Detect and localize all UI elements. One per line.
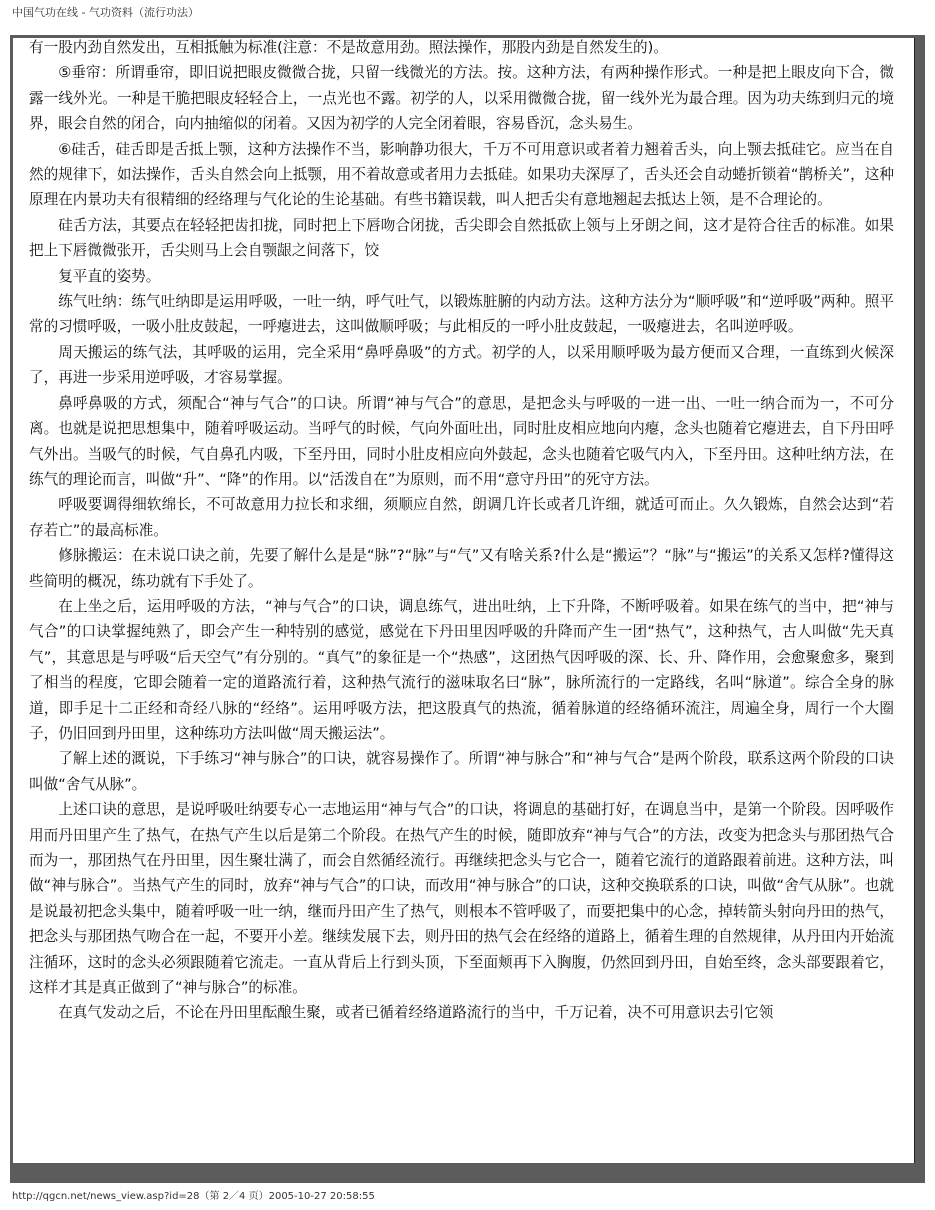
paragraph: 有一股内劲自然发出，互相抵触为标准(注意：不是故意用劲。照法操作，那股内劲是自然发生的)。: [29, 39, 668, 56]
paragraph: 硅舌方法，其要点在轻轻把齿扣拢，同时把上下唇吻合闭拢，舌尖即会自然抵砍上领与上牙朗之间，这才是符合往舌的标准。如果把上下唇微微张开，舌尖则马上会自颚龈之间落下，饺: [29, 216, 894, 260]
paragraph: 在真气发动之后，不论在丹田里酝酿生聚，或者已循着经络道路流行的当中，千万记着，决不可用意识去引它领: [58, 1004, 774, 1022]
page-footer-url: http://qgcn.net/news_view.asp?id=28（第 2／4 页）2005-10-27 20:58:55: [12, 1191, 375, 1202]
document-body: [13, 38, 914, 1026]
paragraph: 在上坐之后，运用呼吸的方法，“神与气合”的口诀，调息练气，进出吐纳，上下升降，不断呼吸着。如果在练气的当中，把“神与气合”的口诀掌握纯熟了，即会产生一种特别的感觉，感觉在下丹田里因呼吸的升降而产生一团“热气”，这种热气，古人叫做“先天真气”，其意思是与呼吸“后天空气”有分别的。“真气”的象征是一个“热感”，这团热气因呼吸的深、长、升、降作用，会愈聚愈多，聚到了相当的程度，它即会随着一定的道路流行着，这种热气流行的滋味取名曰“脉”，脉所流行的一定路线，名叫“脉道”。综合全身的脉道，即手足十二正经和奇经八脉的“经络”。运用呼吸方法，把这股真气的热流，循着脉道的经络循环流注，周遍全身，周行一个大圈子，仍旧回到丹田里，这种练功方法叫做“周天搬运法”。: [29, 597, 894, 742]
page-header-title: 中国气功在线 - 气功资料（流行功法）: [12, 6, 199, 19]
paragraph: 周天搬运的练气法，其呼吸的运用，完全采用“鼻呼鼻吸”的方式。初学的人，以采用顺呼吸为最方便而又合理，一直练到火候深了，再进一步采用逆呼吸，才容易掌握。: [29, 343, 894, 387]
paragraph: ⑤垂帘：所谓垂帘，即旧说把眼皮微微合拢，只留一线微光的方法。按。这种方法，有两种操作形式。一种是把上眼皮向下合，微露一线外光。一种是干脆把眼皮轻轻合上，一点光也不露。初学的人，以采用微微合拢，留一线外光为最合理。因为功夫练到归元的境界，眼会自然的闭合，向内抽缩似的闭着。又因为初学的人完全闭着眼，容易昏沉，念头易生。: [29, 64, 894, 133]
document-frame: [10, 35, 925, 1183]
paragraph: 复平直的姿势。: [58, 267, 161, 285]
paragraph: 练气吐纳：练气吐纳即是运用呼吸，一吐一纳，呼气吐气，以锻炼脏腑的内动方法。这种方法分为“顺呼吸”和“逆呼吸”两种。照平常的习惯呼吸，一吸小肚皮鼓起，一呼瘪进去，这叫做顺呼吸；与此相反的一呼小肚皮鼓起，一吸瘪进去，名叫逆呼吸。: [29, 293, 894, 336]
paragraph: 鼻呼鼻吸的方式，须配合“神与气合”的口诀。所谓“神与气合”的意思，是把念头与呼吸的一进一出、一吐一纳合而为一，不可分离。也就是说把思想集中，随着呼吸运动。当呼气的时候，气向外面吐出，同时肚皮相应地向内瘪，念头也随着它瘪进去，自下丹田呼气外出。当吸气的时候，气自鼻孔内吸，下至丹田，同时小肚皮相应向外鼓起，念头也随着它吸气内入，下至丹田。这种吐纳方法，在练气的理论而言，叫做“升”、“降”的作用。以“活泼自在”为原则，而不用“意守丹田”的死守方法。: [29, 394, 894, 488]
paragraph: 上述口诀的意思，是说呼吸吐纳要专心一志地运用“神与气合”的口诀，将调息的基础打好，在调息当中，是第一个阶段。因呼吸作用而丹田里产生了热气，在热气产生以后是第二个阶段。在热气产生的时候，随即放弃“神与气合”的方法，改变为把念头与那团热气合而为一，那团热气在丹田里，因生聚壮满了，而会自然循经流行。再继续把念头与它合一，随着它流行的道路跟着前进。这种方法，叫做“神与脉合”。当热气产生的同时，放弃“神与气合”的口诀，而改用“神与脉合”的口诀，这种交换联系的口诀，叫做“舍气从脉”。也就是说最初把念头集中，随着呼吸一吐一纳，继而丹田产生了热气，则根本不管呼吸了，而要把集中的心念，掉转箭头射向丹田的热气，把念头与那团热气吻合在一起，不要开小差。继续发展下去，则丹田的热气会在经络的道路上，循着生理的自然规律，从丹田内开始流注循环，这时的念头必须跟随着它流走。一直从背后上行到头顶，下至面颊再下入胸腹，仍然回到丹田，自始至终，念头部要跟着它，这样才其是真正做到了“神与脉合”的标准。: [29, 801, 894, 997]
paragraph: 了解上述的溉说，下手练习“神与脉合”的口诀，就容易操作了。所谓“神与脉合”和“神与气合”是两个阶段，联系这两个阶段的口诀叫做“舍气从脉”。: [29, 750, 894, 793]
paragraph: ⑥硅舌，硅舌即是舌抵上颚，这种方法操作不当，影响静功很大，千万不可用意识或者着力翘着舌头，向上颚去抵硅它。应当在自然的规律下，如法操作，舌头自然会向上抵颚，用不着故意或者用力去抵硅。如果功夫深厚了，舌头还会自动蜷折锁着“鹊桥关”，这种原理在内景功夫有很精细的经络理与气化论的生论基础。有些书籍误载，叫人把舌尖有意地翘起去抵达上领，是不合理论的。: [29, 140, 894, 209]
document-viewport[interactable]: [13, 38, 915, 1163]
paragraph: 修脉搬运：在未说口诀之前，先要了解什么是是“脉”?“脉”与“气”又有啥关系?什么是“搬运”？“脉”与“搬运”的关系又怎样?懂得这些简明的概况，练功就有下手处了。: [29, 547, 894, 590]
paragraph: 呼吸要调得细软绵长，不可故意用力拉长和求细，须顺应自然，朗调几许长或者几许细，就适可而止。久久锻炼，自然会达到“若存若亡”的最高标准。: [29, 496, 894, 539]
